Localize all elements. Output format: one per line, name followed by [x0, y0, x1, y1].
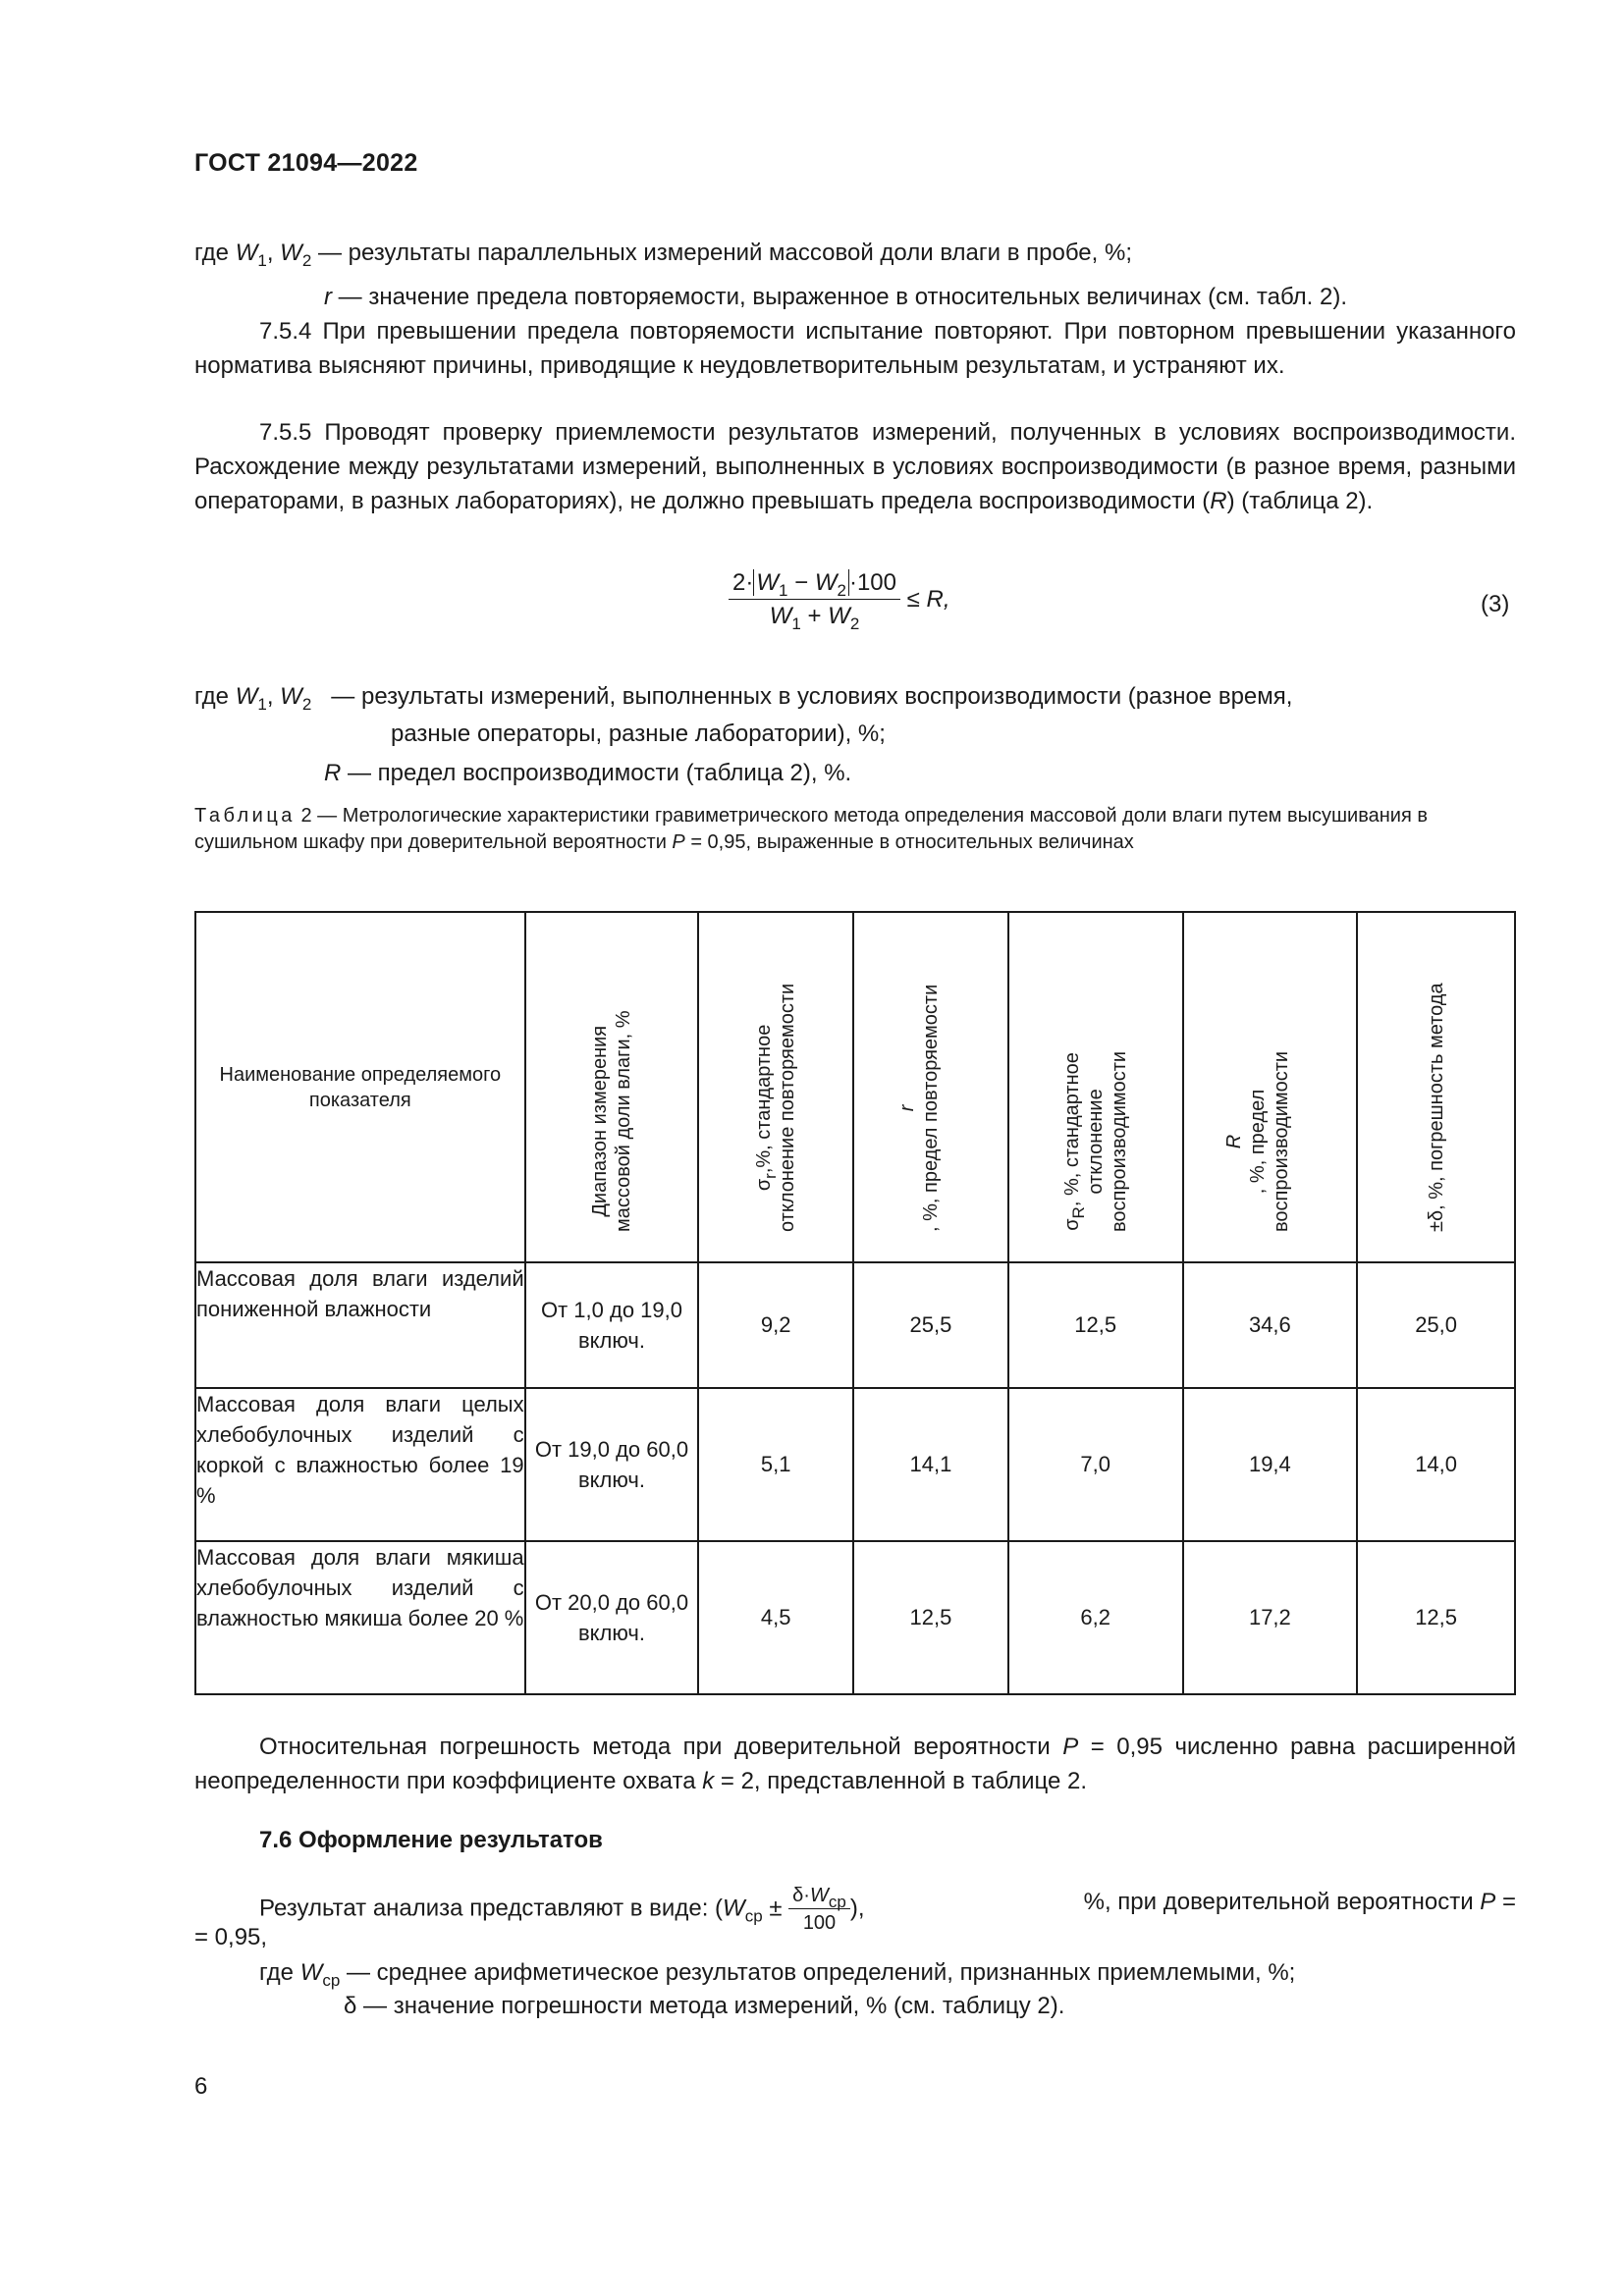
where-w-desc: — результаты параллельных измерений массовой доли влаги в пробе, %; [311, 240, 1132, 266]
paragraph-7-5-5: 7.5.5 Проводят проверку приемлемости результатов измерений, полученных в условиях воспроизводимости. Расхождение между результатами измерений, выполненных в условиях воспроизводимости (в разное время, разными операторами, в разных лабораториях), не должно превышать предела воспроизводимости (R) (таблица 2). [194, 419, 1516, 514]
paragraph-relative-error: Относительная погрешность метода при доверительной вероятности P = 0,95 численно равна расширенной неопределенности при коэффициенте охвата k = 2, представленной в таблице 2. [194, 1734, 1516, 1794]
where-delta: δ — значение погрешности метода измерений, % (см. таблицу 2). [344, 1993, 1065, 2019]
table-header-row [195, 912, 1515, 1262]
header-r: r , %, предел повторяемости [853, 912, 1008, 1262]
row-range: От 19,0 до 60,0 включ. [525, 1388, 699, 1541]
formula-fraction: $\frac{2\cdot W_1 - W_2 \cdot 100}{W_1 + W_2}$ [729, 569, 900, 630]
paragraph-7-5-4: 7.5.4 При превышении предела повторяемости испытание повторяют. При повторном превышении указанного норматива выясняют причины, приводящие к неудовлетворительным результатам, и устраняют их. [194, 318, 1516, 379]
page-number: 6 [194, 2073, 208, 2100]
formula-number: (3) [1481, 591, 1510, 617]
section-7-6-title: 7.6 Оформление результатов [259, 1827, 603, 1853]
row-r: 14,1 [853, 1388, 1008, 1541]
row-delta: 14,0 [1357, 1388, 1515, 1541]
row-sigma-R: 7,0 [1008, 1388, 1183, 1541]
row-range: От 20,0 до 60,0 включ. [525, 1541, 699, 1694]
row-name: Массовая доля влаги мякиша хлебобулочных изделий с влажностью мякиша более 20 % [195, 1541, 525, 1694]
where-R: R — предел воспроизводимости (таблица 2), %. [324, 760, 852, 786]
where-w1-w2: где $W_1$, $W_2$ — результаты параллельных измерений массовой доли влаги в пробе, %; [194, 240, 1132, 270]
row-R: 17,2 [1183, 1541, 1358, 1694]
table-caption: Таблица 2 — Метрологические характеристики гравиметрического метода определения массовой доли влаги путем высушивания в сушильном шкафу при доверительной вероятности P = 0,95, выраженные в относительных величинах [194, 805, 1428, 853]
where-w-reproducibility: где $W_1$, $W_2$ — результаты измерений, выполненных в условиях воспроизводимости (разное время, [194, 683, 1293, 714]
paragraph-result: Результат анализа представляют в виде: ($W_{ср}$ ± $\frac{\delta\cdot W_{ср}}{100}$ ), %, при доверительной вероятности P = [259, 1885, 1516, 1934]
row-sigma-R: 12,5 [1008, 1262, 1183, 1388]
page-header: ГОСТ 21094—2022 [194, 149, 418, 177]
table-row [195, 1262, 1515, 1388]
paragraph-result-cont: = 0,95, [194, 1924, 268, 1950]
header-range: Диапазон измерения массовой доли влаги, % [525, 912, 699, 1262]
where-w-avg: где $W_{ср}$ — среднее арифметическое результатов определений, признанных приемлемыми, %; [259, 1959, 1296, 1990]
row-name: Массовая доля влаги целых хлебобулочных изделий с коркой с влажностью более 19 % [195, 1388, 525, 1541]
where-r: r — значение предела повторяемости, выраженное в относительных величинах (см. табл. 2). [324, 284, 1348, 310]
formula-3: $\frac{2\cdot W_1 - W_2 \cdot 100}{W_1 + W_2}$ ≤ R, [729, 569, 950, 630]
table-row [195, 1541, 1515, 1694]
row-name: Массовая доля влаги изделий пониженной влажности [195, 1262, 525, 1388]
header-name: Наименование определяемого показателя [195, 912, 525, 1262]
row-sigma-r: 5,1 [698, 1388, 853, 1541]
metrological-table [194, 911, 1516, 1695]
row-r: 12,5 [853, 1541, 1008, 1694]
row-sigma-R: 6,2 [1008, 1541, 1183, 1694]
row-R: 34,6 [1183, 1262, 1358, 1388]
row-sigma-r: 9,2 [698, 1262, 853, 1388]
row-r: 25,5 [853, 1262, 1008, 1388]
header-R: R , %, предел воспроизводимости [1183, 912, 1358, 1262]
table-row [195, 1388, 1515, 1541]
header-sigma-r: $\sigma_r,\%$, стандартное отклонение повторяемости [698, 912, 853, 1262]
row-delta: 25,0 [1357, 1262, 1515, 1388]
row-R: 19,4 [1183, 1388, 1358, 1541]
row-delta: 12,5 [1357, 1541, 1515, 1694]
header-sigma-R: $\sigma_R$, %, стандартное отклонение воспроизводимости [1008, 912, 1183, 1262]
result-fraction: $\frac{\delta\cdot W_{ср}}{100}$ [788, 1885, 850, 1934]
row-range: От 1,0 до 19,0 включ. [525, 1262, 699, 1388]
row-sigma-r: 4,5 [698, 1541, 853, 1694]
header-delta: ±δ, %, погрешность метода [1357, 912, 1515, 1262]
where-w-reproducibility-line2: разные операторы, разные лаборатории), %; [391, 721, 886, 747]
